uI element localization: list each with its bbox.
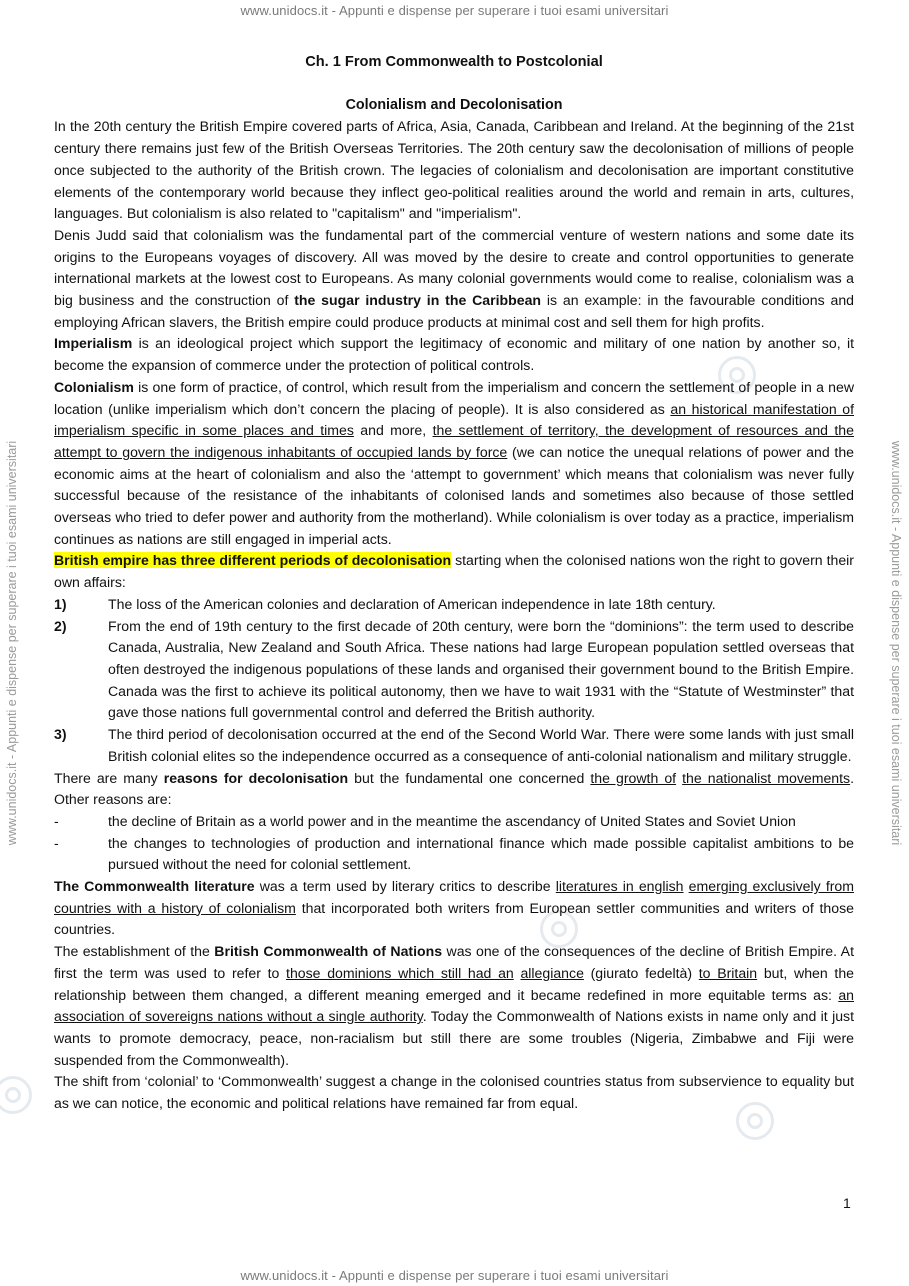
paragraph-intro: In the 20th century the British Empire covered parts of Africa, Asia, Canada, Caribbean and Ireland. At the beginning of the 21st century there remains just few of the British Overseas Territories. The 20th century saw the decolonisation of millions of people once subjected to the authority of the British crown. The legacies of colonialism and decolonisation are important constitutive elements of the contemporary world because they inflect geo-political realities around the world and remain in arts, cultures, languages. But colonialism is also related to "capitalism" and "imperialism".: [54, 118, 854, 222]
list-item: - the decline of Britain as a world power and in the meantime the ascendancy of United States and Soviet Union: [54, 812, 796, 829]
page-title: Ch. 1 From Commonwealth to Postcolonial: [305, 54, 603, 70]
watermark-left: www.unidocs.it - Appunti e dispense per superare i tuoi esami universitari: [5, 440, 19, 846]
document-page: [54, 52, 854, 1115]
watermark-right: www.unidocs.it - Appunti e dispense per superare i tuoi esami universitari: [889, 440, 903, 846]
paragraph-commonwealth-literature: The Commonwealth literature was a term used by literary critics to describe literatures in english emerging exclusively from countries with a history of colonialism that incorporated both writers from European settler communities and writers of those countries.: [54, 878, 855, 938]
list-item: - the changes to technologies of production and international finance which made possible capitalist ambitions to be pursued without the need for colonial settlement.: [54, 834, 854, 873]
paragraph-imperialism: Imperialism is an ideological project which support the legitimacy of economic and military of one nation by another so, it become the expansion of commerce under the protection of political controls.: [54, 335, 854, 374]
paragraph-judd: Denis Judd said that colonialism was the fundamental part of the commercial venture of western nations and some date its origins to the Europeans voyages of discovery. All was moved by the desire to create and control opportunities to generate international markets at the lowest cost to Europeans. As many colonial governments would come to realise, colonialism was a big business and the construction of the sugar industry in the Caribbean is an example: in the favourable conditions and employing African slavers, the British empire could produce products at minimal cost and sell them for high profits.: [54, 226, 854, 330]
watermark-logo-icon: [0, 1076, 32, 1114]
paragraph-shift: The shift from ‘colonial’ to ‘Commonwealth’ suggest a change in the colonised countries status from subservience to equality but as we can notice, the economic and political relations have remained far from equal.: [54, 1073, 854, 1112]
highlighted-text: British empire has three different periods of decolonisation: [54, 552, 452, 569]
paragraph-commonwealth-nations: The establishment of the British Commonwealth of Nations was one of the consequences of the decline of British Empire. At first the term was used to refer to those dominions which still had an allegiance (giurato fedeltà) to Britain but, when the relationship between them changed, a different meaning emerged and it became redefined in more equitable terms as: an association of sovereigns nations without a single authority. Today the Commonwealth of Nations exists in name only and it just wants to promote democracy, peace, non-racialism but still there are some troubles (Nigeria, Zimbabwe and Fiji were suspended from the Commonwealth).: [54, 943, 854, 1068]
list-item: 2) From the end of 19th century to the first decade of 20th century, were born the “dominions”: the term used to describe Canada, Australia, New Zealand and South Africa. These nations had large European population settled overseas that often destroyed the indigenous populations of these lands and organised their government bound to the British Empire. Canada was the first to achieve its political autonomy, then we have to wait 1931 with the “Statute of Westminster” that gave those nations full governmental control and deferred the British authority.: [54, 617, 854, 721]
page-number: 1: [843, 1195, 851, 1211]
list-item: 1) The loss of the American colonies and declaration of American independence in late 18th century.: [54, 595, 716, 612]
watermark-bottom: www.unidocs.it - Appunti e dispense per superare i tuoi esami universitari: [240, 1268, 669, 1283]
section-title: Colonialism and Decolonisation: [345, 96, 563, 113]
watermark-top: www.unidocs.it - Appunti e dispense per superare i tuoi esami universitari: [240, 3, 669, 18]
paragraph-periods-intro: British empire has three different periods of decolonisation starting when the colonised nations won the right to govern their own affairs:: [54, 552, 854, 591]
paragraph-colonialism: Colonialism is one form of practice, of control, which result from the imperialism and concern the settlement of people in a new location (unlike imperialism which don’t concern the placing of people). It is also considered as an historical manifestation of imperialism specific in some places and times and more, the settlement of territory, the development of resources and the attempt to govern the indigenous inhabitants of occupied lands by force (we can notice the unequal relations of power and the economic aims at the heart of colonialism and also the ‘attempt to government’ which means that colonialism was never fully successful because of the resistance of the inhabitants of colonised lands and sometimes also because of those settled overseas who tried to defer power and authority from the motherland). While colonialism is over today as a practice, imperialism continues as nations are still engaged in imperial acts.: [54, 378, 854, 547]
paragraph-reasons: There are many reasons for decolonisation but the fundamental one concerned the growth of the nationalist movements. Other reasons are:: [54, 769, 855, 808]
list-item: 3) The third period of decolonisation occurred at the end of the Second World War. There were some lands with just small British colonial elites so the independence occurred as a consequence of anti-colonial nationalism and military struggle.: [54, 726, 854, 764]
